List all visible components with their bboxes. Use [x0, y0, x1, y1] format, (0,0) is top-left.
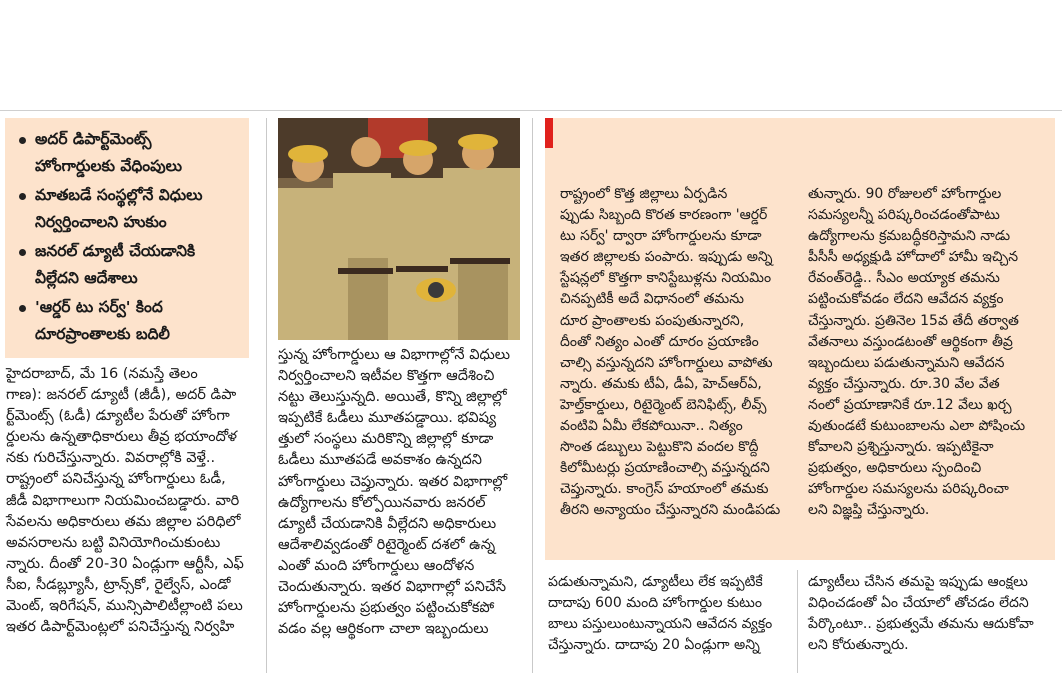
- highlight-item: మాతబడే సంస్థల్లోనే విధులు నిర్వర్తించాలని హుకుం: [17, 182, 241, 236]
- highlight-item: జనరల్ డ్యూటీ చేయడానికి వీల్లేదని ఆదేశాలు: [17, 238, 241, 292]
- highlight-item: 'ఆర్డర్ టు సర్వ్' కింద దూరప్రాంతాలకు బదిలీ: [17, 294, 241, 348]
- column-divider: [532, 118, 533, 673]
- sidebar-column-right: తున్నారు. 90 రోజులలో హోంగార్డుల సమస్యలన్నీ పరిష్కరించడంతోపాటు ఉద్యోగాలను క్రమబద్ధీకరిస్తామని నాడు పీసీసీ అధ్యక్షుడి హోదాలో హామీ ఇచ్చిన రేవంత్‌రెడ్డి.. సీఎం అయ్యాక తమను పట్టించుకోవడం లేదని ఆవేదన వ్యక్తం చేస్తున్నారు. ప్రతినెల 15వ తేదీ తర్వాత వేతనాలు వస్తుండటంతో ఆర్థికంగా తీవ్ర ఇబ్బందులు పడుతున్నామని ఆవేదన వ్యక్తం చేస్తున్నారు. రూ.30 వేల వేత నంలో ప్రయాణానికే రూ.12 వేలు ఖర్చ వుతుండటే కుటుంబాలను ఎలా పోషించు కోవాలని ప్రశ్నిస్తున్నారు. ఇప్పటికైనా ప్రభుత్వం, అధికారులు స్పందించి హోంగార్డుల సమస్యలను పరిష్కరించా లని విజ్ఞప్తి చేస్తున్నారు.: [808, 186, 1026, 519]
- article-column-2: స్తున్న హోంగార్డులు ఆ విభాగాల్లోనే విధులు నిర్వర్తించాలని ఇటీవల కొత్తగా ఆదేశించి నట్టు తెలుస్తున్నది. అయితే, కొన్ని జిల్లాల్లో ఇప్పటికే ఓడీలు మూతపడ్డాయి. భవిష్య త్తులో సంస్థలు మరికొన్ని జిల్లాల్లో కూడా ఓడీలు మూతపడే అవకాశం ఉన్నదని హోంగార్డులు చెప్తున్నారు. ఇతర విభాగాల్లో ఉద్యోగాలను కోల్పోయినవారు జనరల్ డ్యూటీ చేయడానికి వీల్లేదని అధికారులు ఆదేశాలివ్వడంతో రిటైర్మెంట్ దశలో ఉన్న ఎంతో మంది హోంగార్డులు ఆందోళన చెందుతున్నారు. ఇతర విభాగాల్లో పనిచేసే హోంగార్డులను ప్రభుత్వం పట్టించుకోకపో వడం వల్ల ఆర్థికంగా చాలా ఇబ్బందులు: [278, 347, 511, 638]
- headline: [0, 6, 1062, 106]
- news-photo: [278, 118, 520, 340]
- highlight-item: అదర్ డిపార్ట్‌మెంట్స్ హోంగార్డులకు వేధింపులు: [17, 126, 241, 180]
- column-divider: [266, 118, 267, 673]
- article-column-4-continued: డ్యూటీలు చేసిన తమపై ఇప్పుడు ఆంక్షలు విధించడంతో ఏం చేయాలో తోచడం లేదని పేర్కొంటూ.. ప్రభుత్వమే తమను ఆదుకోవా లని కోరుతున్నారు.: [808, 574, 1034, 654]
- subhead-accent-mark: [545, 118, 553, 148]
- home-guards-photo-illustration: [278, 118, 520, 340]
- column-divider: [797, 570, 798, 673]
- highlights-list: [17, 126, 241, 348]
- article-column-3-continued: పడుతున్నామని, డ్యూటీలు లేక ఇప్పటికే దాదాపు 600 మంది హోంగార్డుల కుటుం బాలు పస్తులుంటున్నాయని ఆవేదన వ్యక్తం చేస్తున్నారు. దాదాపు 20 ఏండ్లుగా అన్ని: [548, 574, 773, 654]
- headline-divider: [0, 110, 1062, 111]
- highlights-box: [5, 118, 249, 358]
- sidebar-column-left: రాష్ట్రంలో కొత్త జిల్లాలు ఏర్పడిన ప్పుడు సిబ్బంది కొరత కారణంగా 'ఆర్డర్ టు సర్వ్' ద్వారా హోంగార్డులను కూడా ఇతర జిల్లాలకు పంపారు. ఇప్పుడు అన్ని స్టేషన్లలో కొత్తగా కానిస్టేబుళ్లను నియమిం చినప్పటికీ అదే విధానంలో తమను దూర ప్రాంతాలకు పంపుతున్నారని, దీంతో నిత్యం ఎంతో దూరం ప్రయాణిం చాల్సి వస్తున్నదని హోంగార్డులు వాపోతు న్నారు. తమకు టీఏ, డీఏ, హెచ్‌ఆర్‌ఏ, హెల్త్‌కార్డులు, రిటైర్మెంట్ బెనిఫిట్స్, లీవ్స్ వంటివి ఏమీ లేకపోయినా.. నిత్యం సొంత డబ్బులు పెట్టుకొని వందల కొద్దీ కిలోమీటర్లు ప్రయాణించాల్సి వస్తున్నదని చెప్తున్నారు. కాంగ్రెస్ హయాంలో తమకు తీరని అన్యాయం చేస్తున్నారని మండిపడు: [560, 186, 781, 519]
- article-column-1: హైదరాబాద్, మే 16 (నమస్తే తెలం గాణ): జనరల్ డ్యూటీ (జీడీ), అదర్ డిపా ర్ట్‌మెంట్స్ (ఓడీ) డ్యూటీల పేరుతో హోంగా ర్డులను ఉన్నతాధికారులు తీవ్ర భయాందోళ నకు గురిచేస్తున్నారు. వివరాల్లోకి వెళ్తే.. రాష్ట్రంలో పనిచేస్తున్న హోంగార్డులు ఓడీ, జీడీ విభాగాలుగా నియమించబడ్డారు. వారి సేవలను అధికారులు తమ జిల్లాల పరిధిలో అవసరాలను బట్టి వినియోగించుకుంటు న్నారు. దీంతో 20-30 ఏండ్లుగా ఆర్టీసీ, ఎఫ్ సీఐ, సీడబ్ల్యూసీ, ట్రాన్స్‌కో, రైల్వేస్, ఎండో మెంట్, ఇరిగేషన్, మున్సిపాలిటీల్లాంటి పలు ఇతర డిపార్ట్‌మెంట్లలో పనిచేస్తున్న నిర్వహి: [6, 366, 244, 636]
- subheadline: [553, 126, 1053, 174]
